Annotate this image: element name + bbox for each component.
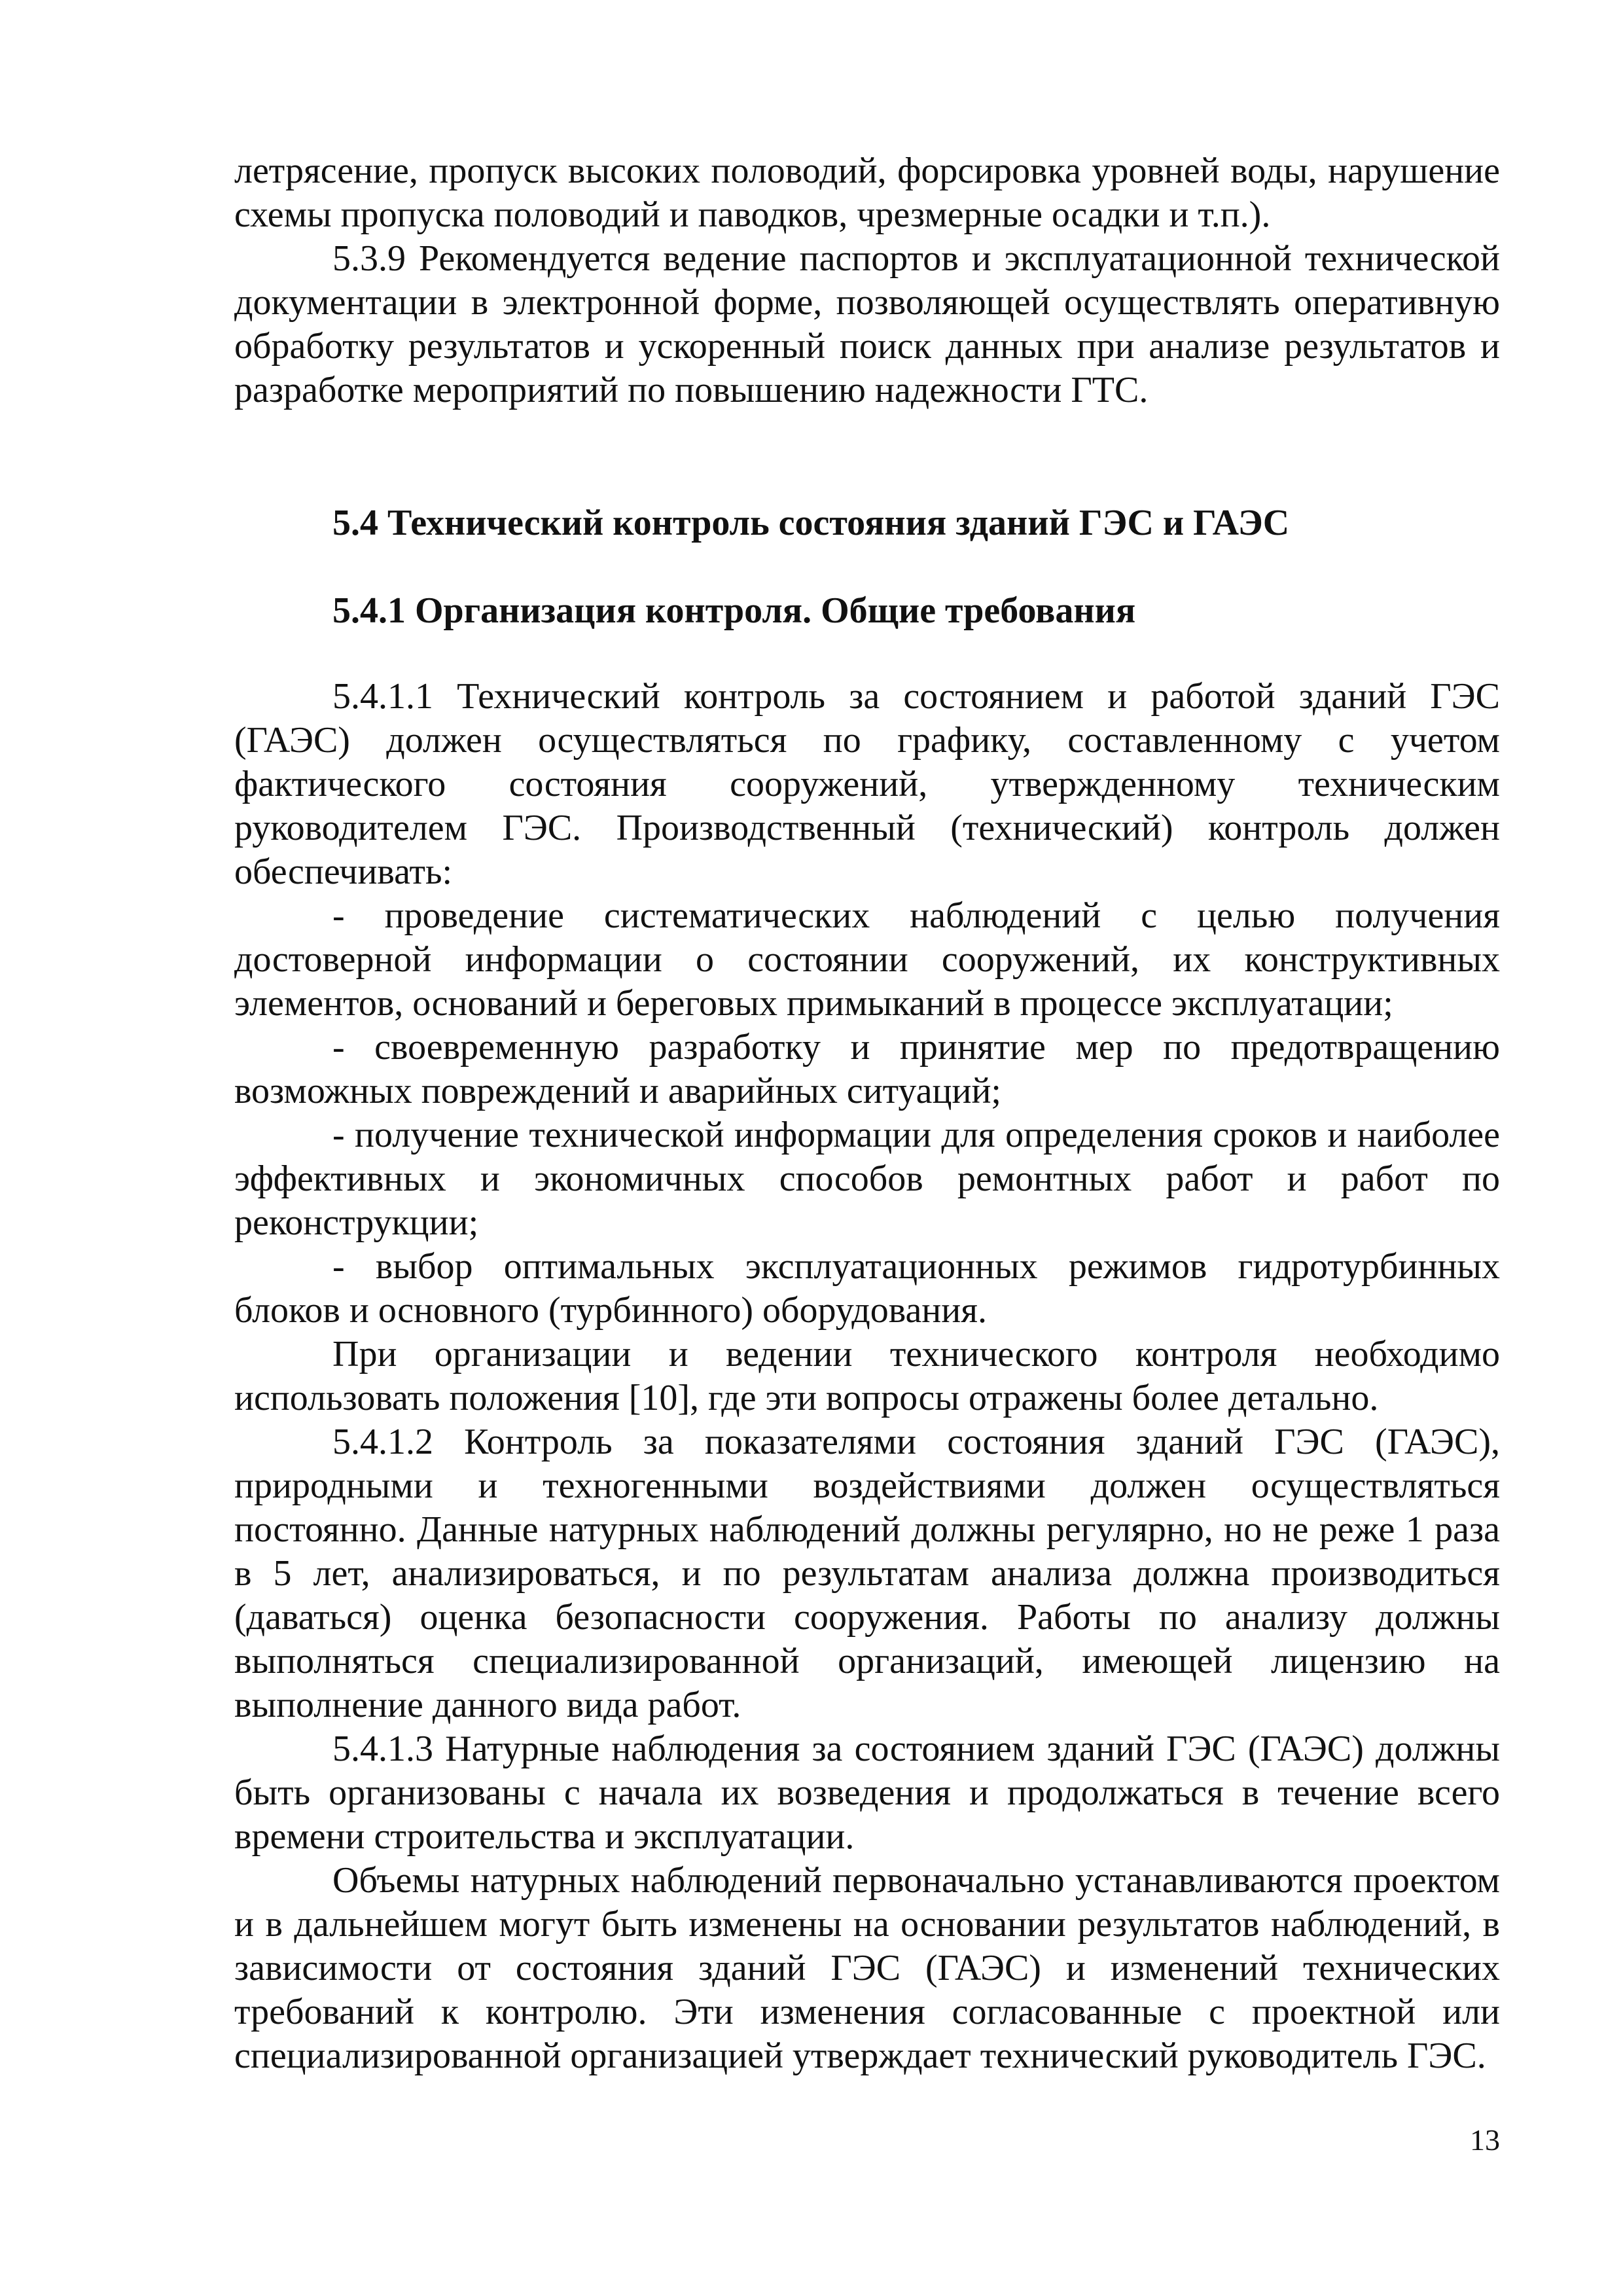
continued-paragraph: летрясение, пропуск высоких половодий, форсировка уровней воды, нарушение схемы пропуска половодий и паводков, чрезмерные осадки и т.п.). (234, 151, 1500, 235)
body-text-block (234, 675, 1500, 2078)
list-item: - проведение систематических наблюдений с целью получения достоверной информации о состоянии сооружений, их конструктивных элементов, оснований и береговых примыканий в процессе эксплуатации; (234, 895, 1500, 1024)
paragraph-5-3-9: 5.3.9 Рекомендуется ведение паспортов и эксплуатационной технической документации в электронной форме, позволяющей осуществлять оперативную обработку результатов и ускоренный поиск данных при анализе результатов и разработке мероприятий по повышению надежности ГТС. (234, 238, 1500, 410)
paragraph-5-4-1-2: 5.4.1.2 Контроль за показателями состояния зданий ГЭС (ГАЭС), природными и техногенными воздействиями должен осуществляться постоянно. Данные натурных наблюдений должны регулярно, но не реже 1 раза в 5 лет, анализироваться, и по результатам анализа должна производиться (даваться) оценка безопасности сооружения. Работы по анализу должны выполняться специализированной организаций, имеющей лицензию на выполнение данного вида работ. (234, 1422, 1500, 1725)
page-number: 13 (1470, 2123, 1500, 2157)
observation-volume-paragraph: Объемы натурных наблюдений первоначально устанавливаются проектом и в дальнейшем могут быть изменены на основании результатов наблюдений, в зависимости от состояния зданий ГЭС (ГАЭС) и изменений технических требований к контролю. Эти изменения согласованные с проектной или специализированной организацией утверждает технический руководитель ГЭС. (234, 1860, 1500, 2076)
paragraph-5-4-1-1: 5.4.1.1 Технический контроль за состоянием и работой зданий ГЭС (ГАЭС) должен осуществляться по графику, составленному с учетом фактического состояния сооружений, утвержденному техническим руководителем ГЭС. Производственный (технический) контроль должен обеспечивать: (234, 676, 1500, 892)
list-item: - получение технической информации для определения сроков и наиболее эффективных и экономичных способов ремонтных работ и работ по реконструкции; (234, 1115, 1500, 1243)
subsection-heading: 5.4.1 Организация контроля. Общие требования (332, 590, 1136, 631)
section-heading: 5.4 Технический контроль состояния зданий ГЭС и ГАЭС (332, 503, 1290, 543)
top-text-block (234, 149, 1500, 412)
reference-paragraph: При организации и ведении технического контроля необходимо использовать положения [10], где эти вопросы отражены более детально. (234, 1334, 1500, 1418)
list-item: - выбор оптимальных эксплуатационных режимов гидротурбинных блоков и основного (турбинного) оборудования. (234, 1246, 1500, 1331)
paragraph-5-4-1-3: 5.4.1.3 Натурные наблюдения за состоянием зданий ГЭС (ГАЭС) должны быть организованы с начала их возведения и продолжаться в течение всего времени строительства и эксплуатации. (234, 1729, 1500, 1857)
list-item: - своевременную разработку и принятие мер по предотвращению возможных повреждений и аварийных ситуаций; (234, 1027, 1500, 1111)
